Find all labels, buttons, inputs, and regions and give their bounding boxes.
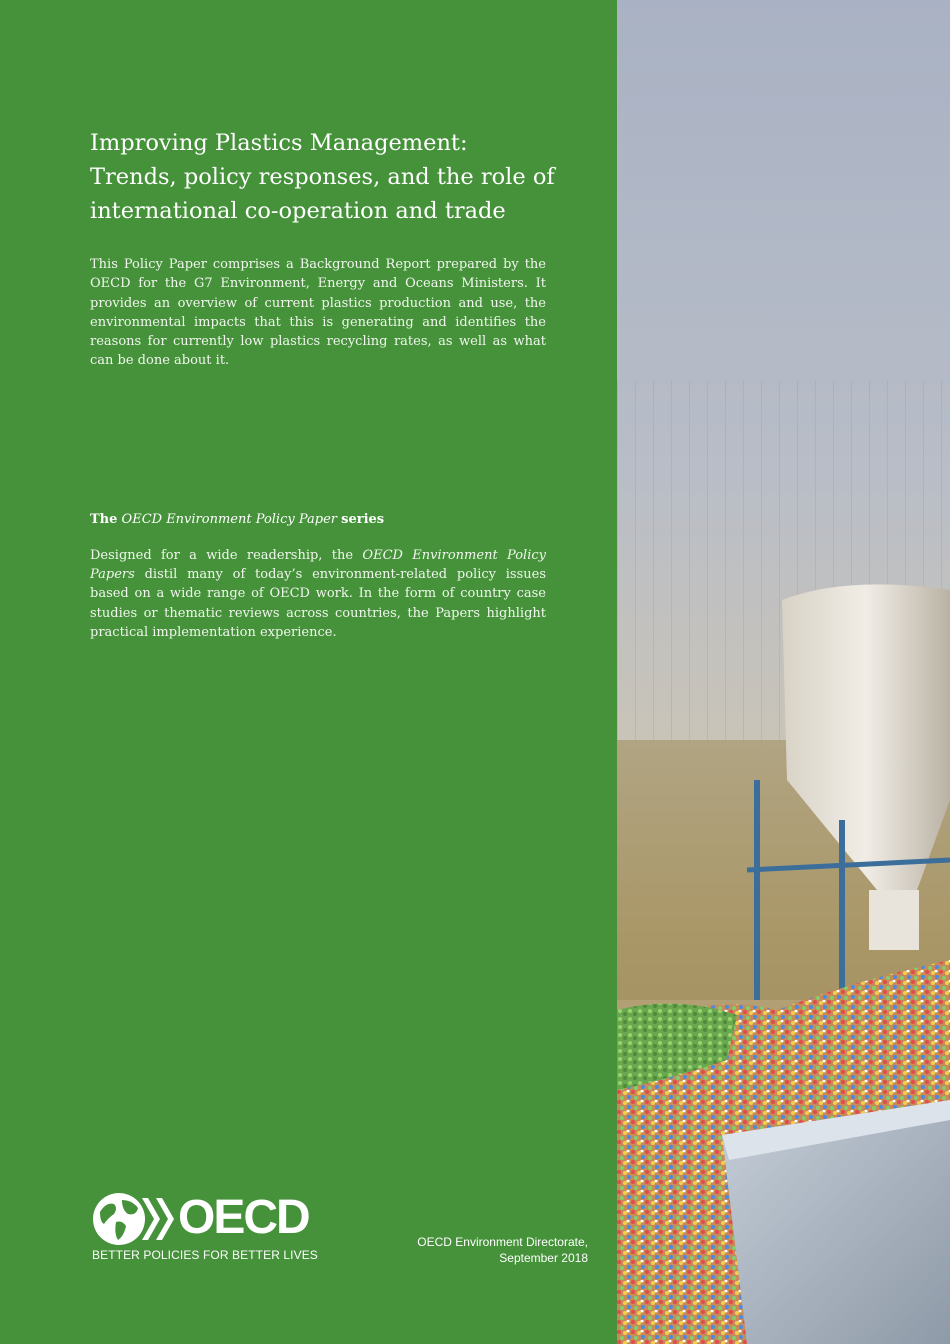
oecd-logo xyxy=(92,1190,332,1270)
series-body-italic: OECD Environment Policy Papers xyxy=(90,548,546,583)
globe-icon xyxy=(92,1192,182,1248)
logo-tagline: BETTER POLICIES FOR BETTER LIVES xyxy=(92,1248,318,1262)
publisher-line-1: OECD Environment Directorate, xyxy=(417,1235,588,1249)
series-heading-italic: OECD Environment Policy Paper xyxy=(121,512,337,527)
publisher-info xyxy=(388,1234,588,1266)
series-heading-suffix: series xyxy=(341,512,385,527)
cover-title xyxy=(90,126,590,228)
series-heading-prefix: The xyxy=(90,512,118,527)
series-heading xyxy=(90,512,546,527)
plastic-pellets-photo-icon xyxy=(617,0,950,1344)
series-body-suffix: distil many of today’s environment-related policy issues based on a wide range of OECD work. In the form of country case studies or thematic reviews across countries, the Papers highlight practical implementation experience. xyxy=(90,567,547,640)
publisher-line-2: September 2018 xyxy=(499,1251,588,1265)
title-line-2: Trends, policy responses, and the role of xyxy=(90,164,555,190)
series-description xyxy=(90,546,546,642)
logo-wordmark: OECD xyxy=(178,1191,309,1244)
title-line-1: Improving Plastics Management: xyxy=(90,130,468,156)
intro-paragraph: This Policy Paper comprises a Background Report prepared by the OECD for the G7 Environment, Energy and Oceans Ministers. It provides an overview of current plastics production and use, the environmental impacts that this is generating and identifies the reasons for currently low plastics recycling rates, as well as what can be done about it. xyxy=(90,257,546,369)
series-body-prefix: Designed for a wide readership, the xyxy=(90,548,354,563)
title-line-3: international co-operation and trade xyxy=(90,198,506,224)
cover-photo xyxy=(617,0,950,1344)
